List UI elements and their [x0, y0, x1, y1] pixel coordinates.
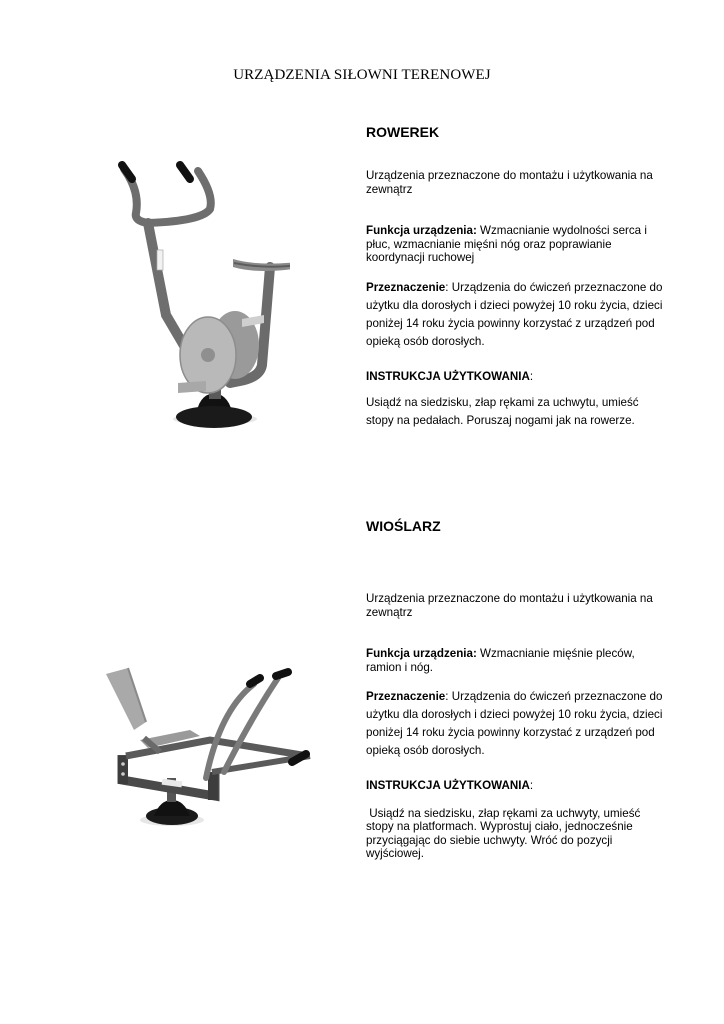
instructions-label: INSTRUKCJA UŻYTKOWANIA [366, 369, 530, 383]
instructions-heading [366, 370, 666, 384]
purpose-label: Przeznaczenie [366, 690, 446, 703]
instructions-heading [366, 779, 666, 793]
purpose-text: : Urządzenia do ćwiczeń przeznaczone do użytku dla dorosłych i dzieci powyżej 10 roku życia, dzieci poniżej 14 roku życia powinny korzystać z urządzeń pod opieką osób dorosłych. [366, 280, 663, 348]
function-text: Wzmacnianie mięśnie pleców, ramion i nóg. [366, 647, 635, 674]
function-label: Funkcja urządzenia: [366, 647, 477, 660]
instructions-text: Usiądź na siedzisku, złap rękami za uchwyty, umieść stopy na platformach. Wyprostuj ciało, jednocześnie przyciągając do siebie uchwyty. Wróć do pozycji wyjściowej. [366, 806, 644, 860]
mount-info: Urządzenia przeznaczone do montażu i użytkowania na zewnątrz [366, 169, 653, 196]
function-description [366, 224, 666, 265]
exercise-bike-illustration [110, 155, 290, 440]
function-text: Wzmacnianie wydolności serca i płuc, wzmacnianie mięśni nóg oraz poprawianie koordynacji ruchowej [366, 224, 647, 264]
instructions-colon: : [529, 779, 534, 792]
wioslarz-section [366, 518, 666, 861]
function-description [366, 647, 666, 674]
function-label: Funkcja urządzenia: [366, 224, 477, 237]
rowerek-section [366, 124, 666, 430]
device-title: WIOŚLARZ [366, 518, 441, 534]
page-title: URZĄDZENIA SIŁOWNI TERENOWEJ [233, 67, 491, 83]
purpose-text: : Urządzenia do ćwiczeń przeznaczone do użytku dla dorosłych i dzieci powyżej 10 roku życia, dzieci poniżej 14 roku życia powinny korzystać z urządzeń pod opieką osób dorosłych. [366, 690, 663, 757]
purpose-description [366, 279, 666, 351]
device-title: ROWEREK [366, 124, 440, 140]
instructions-label: INSTRUKCJA UŻYTKOWANIA [366, 779, 530, 792]
purpose-description [366, 688, 666, 760]
purpose-label: Przeznaczenie [366, 280, 446, 294]
instructions-text: Usiądź na siedzisku, złap rękami za uchwytu, umieść stopy na pedałach. Poruszaj nogami jak na rowerze. [366, 396, 639, 427]
rowing-machine-illustration [100, 660, 330, 830]
mount-info: Urządzenia przeznaczone do montażu i użytkowania na zewnątrz [366, 592, 653, 619]
instructions-colon: : [529, 369, 534, 383]
